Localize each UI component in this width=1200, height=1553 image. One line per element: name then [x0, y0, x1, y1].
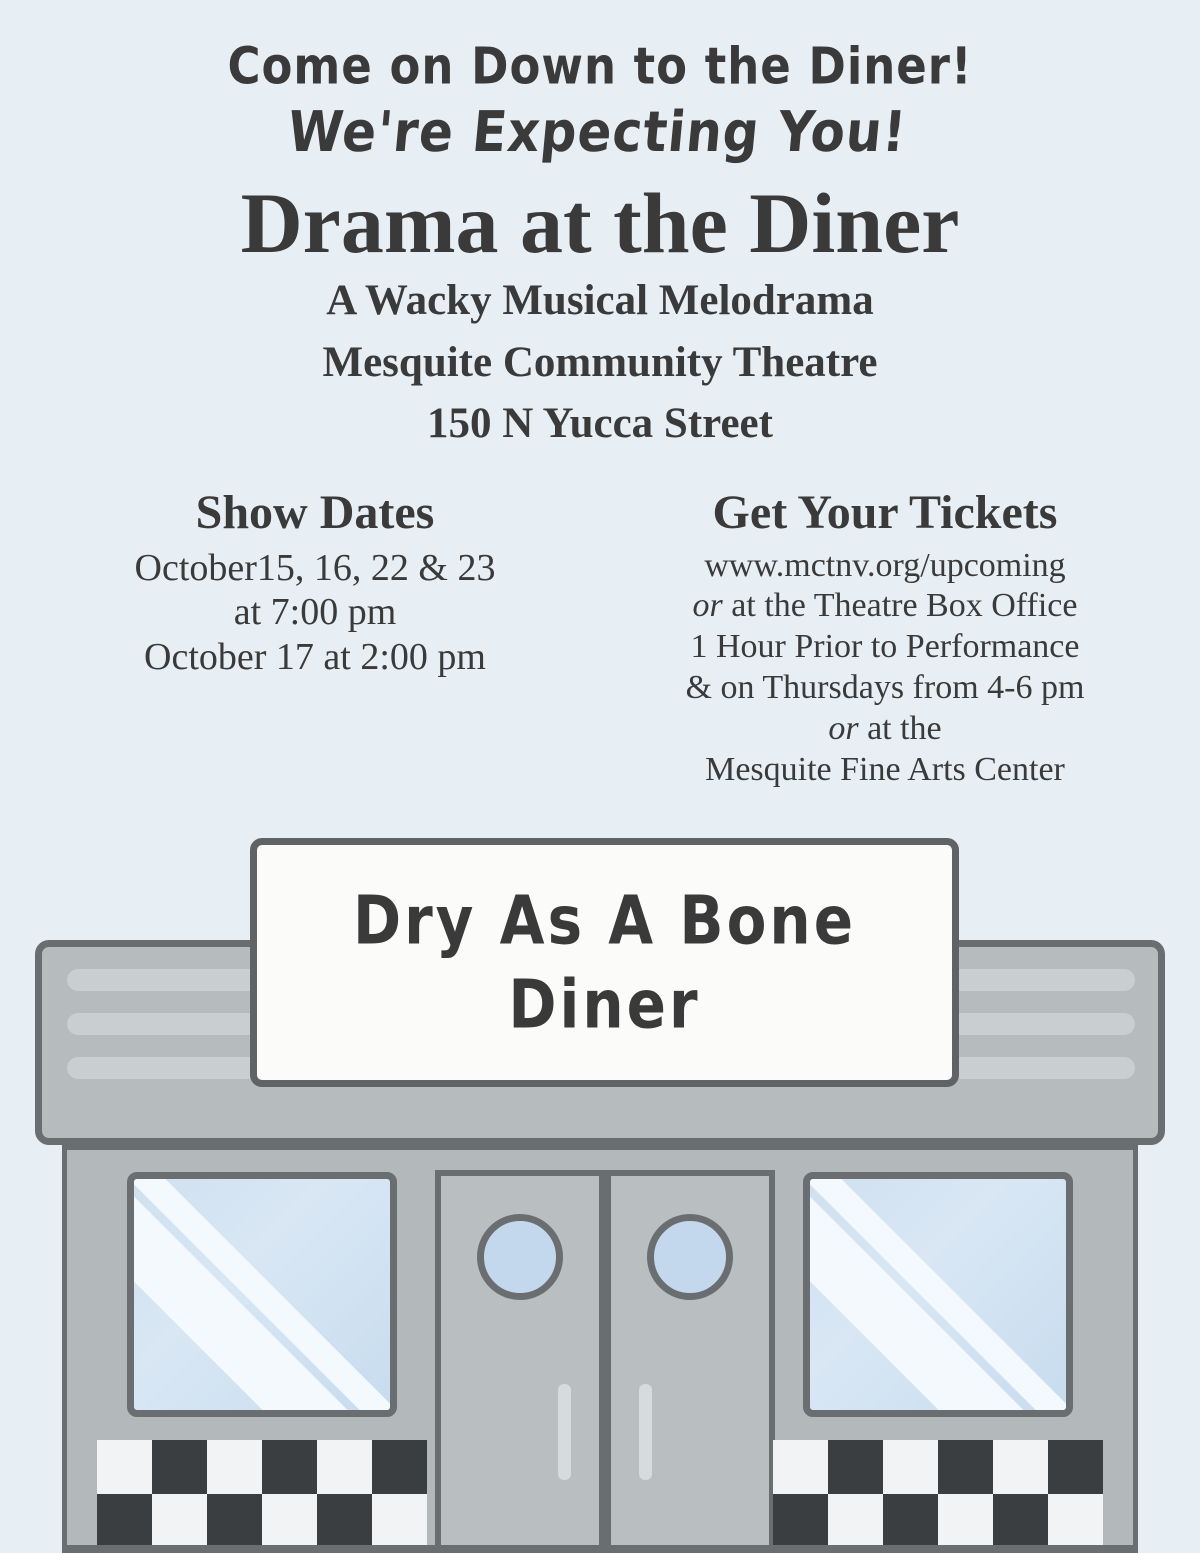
tickets-line-4: & on Thursdays from 4-6 pm [685, 668, 1085, 706]
tile [262, 1440, 317, 1494]
door-porthole-icon [647, 1214, 733, 1300]
tile [97, 1494, 152, 1548]
tickets-column [600, 485, 1170, 791]
tile-band-left [97, 1440, 427, 1548]
diner-sign [250, 838, 959, 1087]
tile [828, 1440, 883, 1494]
subtitle-venue: Mesquite Community Theatre [322, 338, 878, 386]
tile [828, 1494, 883, 1548]
tickets-website-link[interactable]: www.mctnv.org/upcoming [704, 546, 1066, 584]
show-dates-line-3: October 17 at 2:00 pm [144, 636, 486, 679]
tile [883, 1494, 938, 1548]
facade-base-strip [62, 1545, 1138, 1553]
tile [97, 1440, 152, 1494]
tile [262, 1494, 317, 1548]
diner-doors [435, 1170, 775, 1552]
tile [372, 1440, 427, 1494]
tickets-heading: Get Your Tickets [712, 485, 1058, 539]
tile [993, 1494, 1048, 1548]
diner-facade [62, 1145, 1138, 1553]
tickets-line-2-italic: or [692, 587, 723, 625]
tile [1048, 1440, 1103, 1494]
tile-band-right [773, 1440, 1103, 1548]
tile [207, 1440, 262, 1494]
door-handle[interactable] [558, 1384, 571, 1480]
diner-door-right[interactable] [605, 1170, 775, 1552]
tile [152, 1440, 207, 1494]
diner-window-left [127, 1172, 397, 1417]
tile [773, 1494, 828, 1548]
tile [152, 1494, 207, 1548]
tile [773, 1440, 828, 1494]
show-dates-line-2: at 7:00 pm [233, 591, 397, 634]
tile-row [97, 1440, 427, 1494]
show-dates-column [30, 485, 600, 791]
tagline-line-1: Come on Down to the Diner! [227, 36, 973, 96]
diner-illustration [0, 830, 1200, 1553]
tickets-line-3: 1 Hour Prior to Performance [690, 628, 1080, 666]
diner-sign-line-2: Diner [508, 964, 701, 1043]
tickets-line-2-rest: at the Theatre Box Office [722, 587, 1078, 625]
diner-window-right [803, 1172, 1073, 1417]
tickets-line-2 [600, 586, 1170, 627]
tile [372, 1494, 427, 1548]
subtitle-genre: A Wacky Musical Melodrama [326, 277, 874, 325]
tickets-line-6: Mesquite Fine Arts Center [705, 750, 1065, 788]
tickets-line-5-rest: at the [858, 709, 942, 747]
tile-row [773, 1440, 1103, 1494]
tile [317, 1440, 372, 1494]
tile [938, 1494, 993, 1548]
tile-row [773, 1494, 1103, 1548]
show-dates-heading: Show Dates [195, 485, 435, 539]
tile [883, 1440, 938, 1494]
info-columns [0, 485, 1200, 791]
tile [993, 1440, 1048, 1494]
page-title: Drama at the Diner [240, 174, 960, 271]
show-dates-line-1: October15, 16, 22 & 23 [134, 546, 496, 589]
subtitle-address: 150 N Yucca Street [427, 399, 773, 447]
tickets-line-5 [600, 709, 1170, 750]
diner-door-left[interactable] [435, 1170, 605, 1552]
tickets-line-5-italic: or [828, 709, 859, 747]
diner-sign-line-1: Dry As A Bone [352, 881, 857, 960]
tile-row [97, 1494, 427, 1548]
poster-header [0, 0, 1200, 451]
tagline-line-2: We're Expecting You! [284, 99, 910, 165]
door-porthole-icon [477, 1214, 563, 1300]
door-handle[interactable] [639, 1384, 652, 1480]
tile [938, 1440, 993, 1494]
tile [1048, 1494, 1103, 1548]
diner-sign-text [353, 879, 856, 1046]
tile [317, 1494, 372, 1548]
tile [207, 1494, 262, 1548]
